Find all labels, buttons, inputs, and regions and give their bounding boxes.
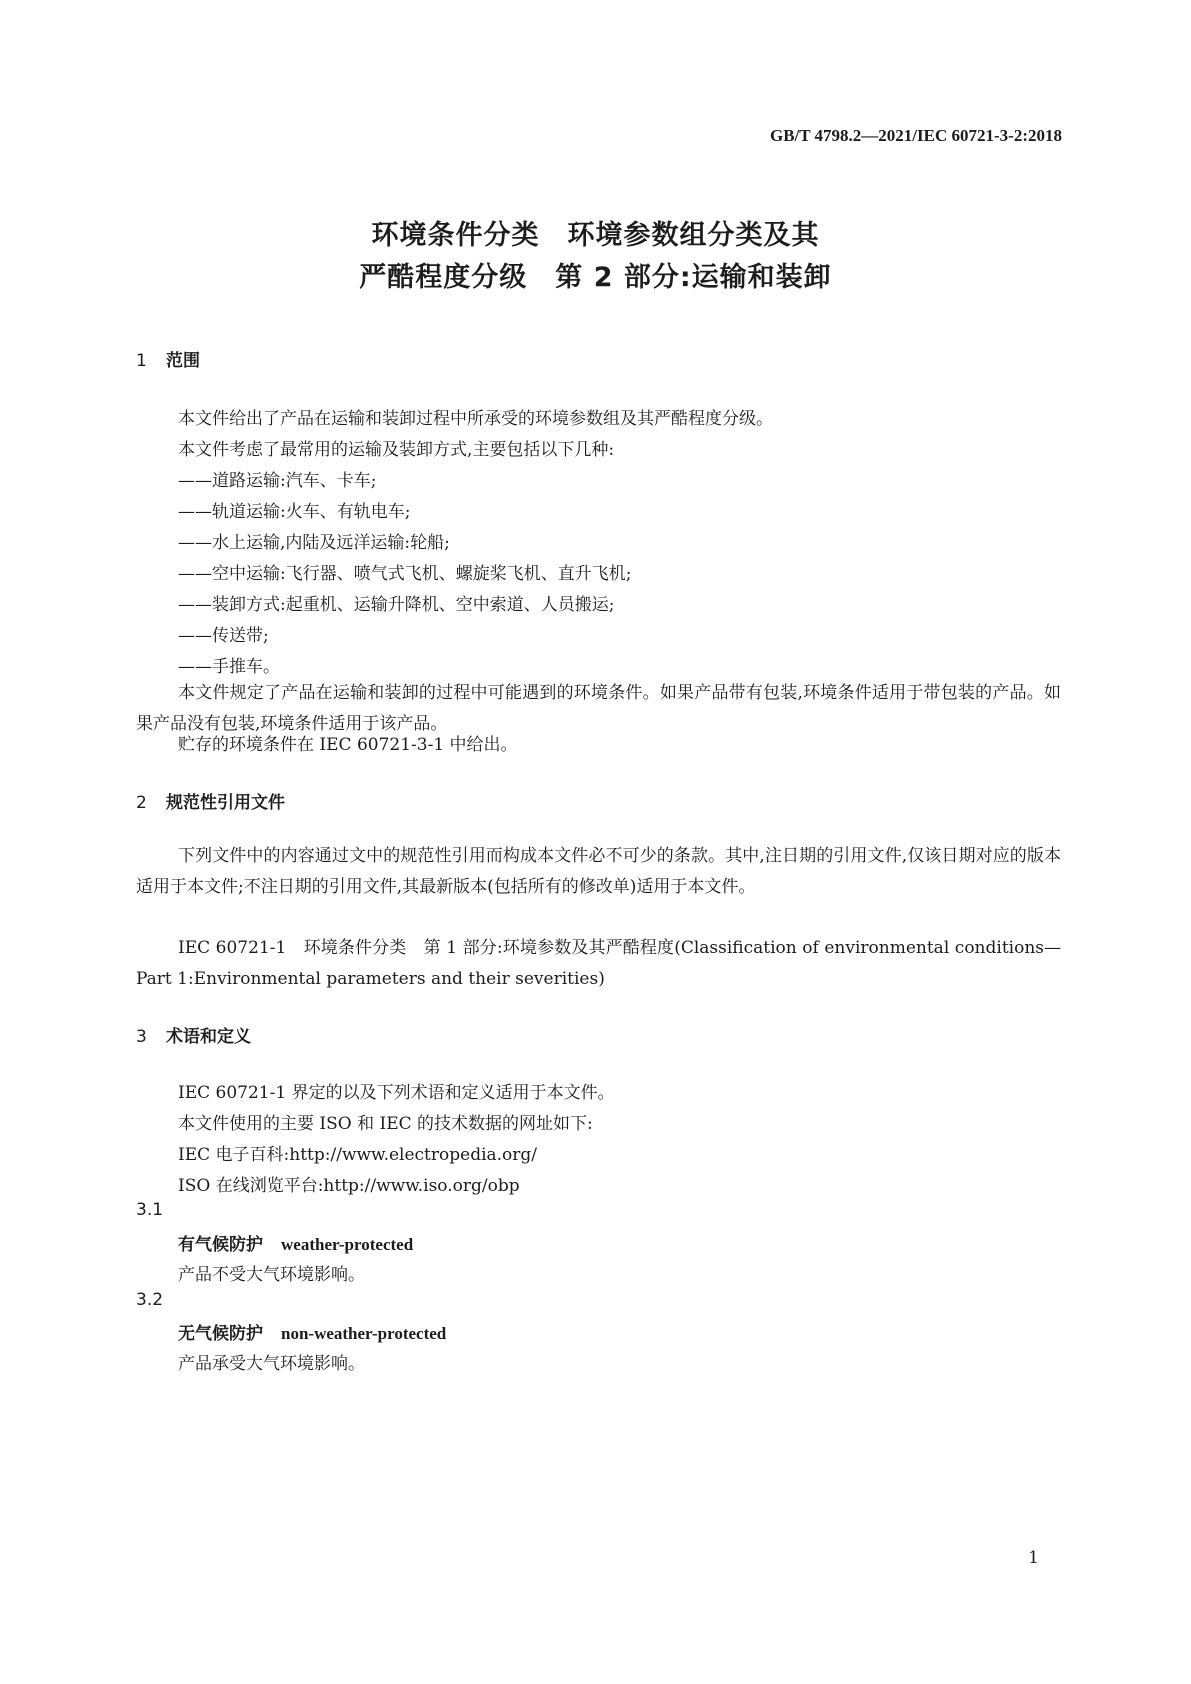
paragraph: 下列文件中的内容通过文中的规范性引用而构成本文件必不可少的条款。其中,注日期的引用文件,仅该日期对应的版本适用于本文件;不注日期的引用文件,其最新版本(包括所有的修改单)适用于本文件。 xyxy=(136,846,1061,897)
term-number: 3.2 xyxy=(136,1290,164,1310)
paragraph: IEC 60721-1 界定的以及下列术语和定义适用于本文件。 xyxy=(178,1083,615,1103)
standard-code: GB/T 4798.2—2021/IEC 60721-3-2:2018 xyxy=(769,126,1062,145)
list-item: ——水上运输,内陆及远洋运输:轮船; xyxy=(178,533,450,553)
section-1-heading xyxy=(136,346,200,371)
term-title xyxy=(178,1319,446,1344)
term-title xyxy=(178,1230,413,1255)
paragraph: 贮存的环境条件在 IEC 60721-3-1 中给出。 xyxy=(178,735,518,755)
normative-reference: IEC 60721-1 环境条件分类 第 1 部分:环境参数及其严酷程度(Classification of environmental conditions—Part 1:Environmental parameters and their severities) xyxy=(136,938,1061,989)
term-definition: 产品承受大气环境影响。 xyxy=(178,1354,365,1374)
paragraph: 本文件给出了产品在运输和装卸过程中所承受的环境参数组及其严酷程度分级。 xyxy=(178,409,773,429)
section-title: 术语和定义 xyxy=(166,1027,251,1047)
paragraph: 本文件规定了产品在运输和装卸的过程中可能遇到的环境条件。如果产品带有包装,环境条件适用于带包装的产品。如果产品没有包装,环境条件适用于该产品。 xyxy=(136,683,1061,734)
paragraph: IEC 电子百科:http://www.electropedia.org/ xyxy=(178,1145,538,1165)
list-item: ——传送带; xyxy=(178,626,269,646)
section-number: 1 xyxy=(136,351,147,371)
list-item: ——装卸方式:起重机、运输升降机、空中索道、人员搬运; xyxy=(178,595,615,615)
term-zh: 有气候防护 xyxy=(178,1235,263,1255)
section-number: 2 xyxy=(136,793,147,813)
section-3-heading xyxy=(136,1022,251,1047)
term-zh: 无气候防护 xyxy=(178,1324,263,1344)
page-number: 1 xyxy=(1028,1548,1039,1568)
term-en: weather-protected xyxy=(281,1235,414,1254)
section-title: 范围 xyxy=(166,351,200,371)
list-item: ——道路运输:汽车、卡车; xyxy=(178,471,377,491)
list-item: ——手推车。 xyxy=(178,657,280,677)
document-title-line-2: 严酷程度分级 第 2 部分:运输和装卸 xyxy=(359,262,832,293)
paragraph: 本文件考虑了最常用的运输及装卸方式,主要包括以下几种: xyxy=(178,440,615,460)
list-item: ——轨道运输:火车、有轨电车; xyxy=(178,502,411,522)
term-number: 3.1 xyxy=(136,1200,164,1220)
list-item: ——空中运输:飞行器、喷气式飞机、螺旋桨飞机、直升飞机; xyxy=(178,564,632,584)
term-definition: 产品不受大气环境影响。 xyxy=(178,1265,365,1285)
paragraph: ISO 在线浏览平台:http://www.iso.org/obp xyxy=(178,1176,520,1196)
paragraph: 本文件使用的主要 ISO 和 IEC 的技术数据的网址如下: xyxy=(178,1114,593,1134)
document-title-line-1: 环境条件分类 环境参数组分类及其 xyxy=(371,220,820,251)
term-en: non-weather-protected xyxy=(281,1324,447,1343)
section-number: 3 xyxy=(136,1027,147,1047)
section-2-heading xyxy=(136,788,285,813)
section-title: 规范性引用文件 xyxy=(166,793,285,813)
